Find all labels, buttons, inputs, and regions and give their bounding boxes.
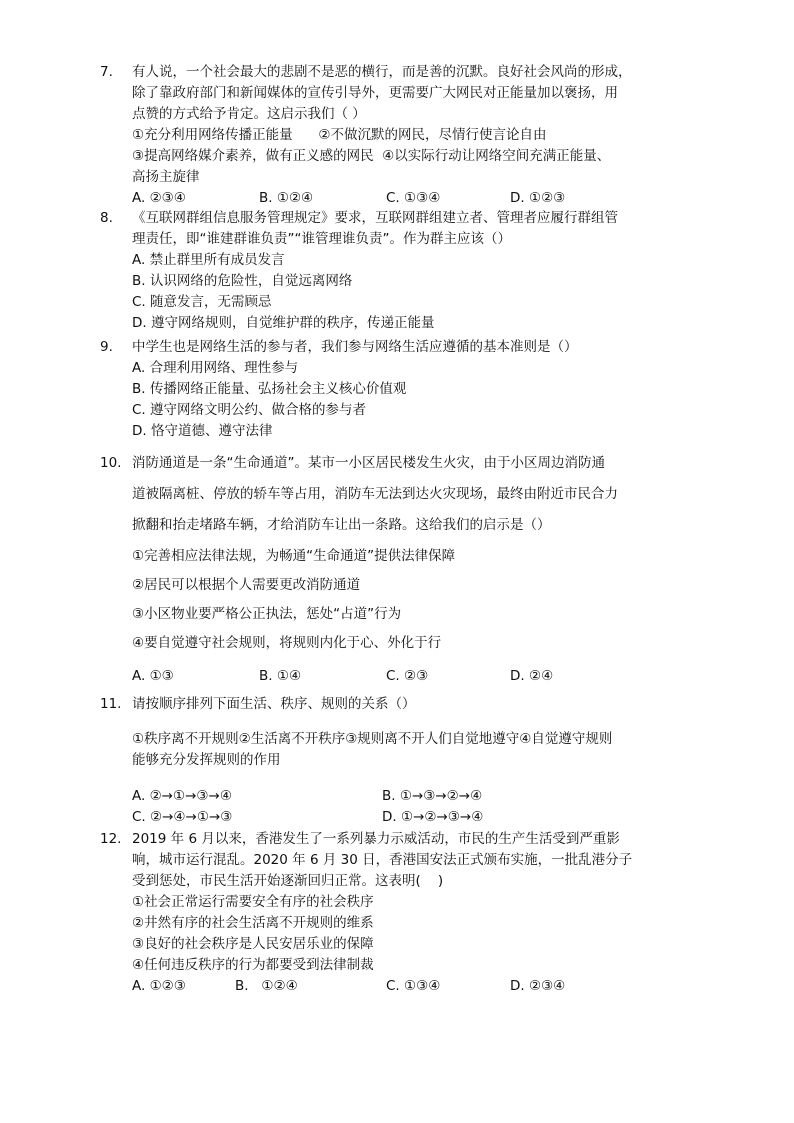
question-8: [100, 208, 692, 334]
question-stem-line: 有人说，一个社会最大的悲剧不是恶的横行，而是善的沉默。良好社会风尚的形成，: [132, 64, 632, 80]
statement-item: ③提高网络媒介素养，做有正义感的网民 ④以实际行动让网络空间充满正能量、: [132, 148, 611, 164]
option-a[interactable]: A. ①③: [132, 668, 174, 684]
statement-item: ③小区物业要严格公正执法，惩处“占道”行为: [132, 606, 402, 622]
question-stem-line: 理责任，即“谁建群谁负责”“谁管理谁负责”。作为群主应该（）: [132, 231, 511, 247]
option-d[interactable]: D. ①②③: [510, 190, 566, 206]
question-stem-line: 受到惩处，市民生活开始逐渐回归正常。这表明( ): [132, 873, 444, 889]
statement-item: ①社会正常运行需要安全有序的社会秩序: [132, 894, 374, 910]
statement-item: ①充分利用网络传播正能量 ②不做沉默的网民，尽情行使言论自由: [132, 127, 547, 143]
option-c[interactable]: C. ②③: [386, 668, 429, 684]
question-stem-line: 《互联网群组信息服务管理规定》要求，互联网群组建立者、管理者应履行群组管: [132, 210, 618, 226]
option-d[interactable]: D. 恪守道德、遵守法律: [132, 423, 273, 439]
option-c[interactable]: C. ②→④→①→③: [132, 809, 233, 825]
question-number: 8.: [100, 210, 113, 226]
statement-item: ④要自觉遵守社会规则，将规则内化于心、外化于行: [132, 635, 442, 651]
question-10: [100, 449, 692, 687]
answer-options: [132, 188, 692, 209]
statement-item: ④任何违反秩序的行为都要受到法律制裁: [132, 957, 374, 973]
option-c[interactable]: C. 遵守网络文明公约、做合格的参与者: [132, 402, 367, 418]
question-number: 11.: [100, 696, 122, 712]
question-stem-line: 2019 年 6 月以来，香港发生了一系列暴力示威活动，市民的生产生活受到严重影: [132, 831, 620, 847]
statement-item: 高扬主旋律: [132, 169, 200, 185]
question-number: 12.: [100, 831, 122, 847]
question-stem-line: 中学生也是网络生活的参与者，我们参与网络生活应遵循的基本准则是（）: [132, 339, 578, 355]
statement-item: ①完善相应法律法规，为畅通“生命通道”提供法律保障: [132, 548, 456, 564]
statement-item: 能够充分发挥规则的作用: [132, 752, 281, 768]
question-stem-line: 除了靠政府部门和新闻媒体的宣传引导外，更需要广大网民对正能量加以褒扬，用: [132, 85, 618, 101]
option-d[interactable]: D. 遵守网络规则，自觉维护群的秩序，传递正能量: [132, 315, 435, 331]
option-a[interactable]: A. ①②③: [132, 978, 186, 994]
option-d[interactable]: D. ①→②→③→④: [382, 809, 484, 825]
option-b[interactable]: B. ①→③→②→④: [382, 788, 483, 804]
question-11: [100, 694, 692, 828]
question-stem-line: 响，城市运行混乱。2020 年 6 月 30 日，香港国安法正式颁布实施，一批乱港分子: [132, 852, 633, 868]
option-c[interactable]: C. ①③④: [386, 978, 441, 994]
option-a[interactable]: A. ②→①→③→④: [132, 788, 232, 804]
answer-options: [132, 786, 692, 828]
option-b[interactable]: B. 传播网络正能量、弘扬社会主义核心价值观: [132, 381, 407, 397]
option-c[interactable]: C. 随意发言，无需顾忌: [132, 294, 272, 310]
option-b[interactable]: B. ①④: [259, 668, 302, 684]
option-c[interactable]: C. ①③④: [386, 190, 441, 206]
option-b[interactable]: B. ①②④: [235, 978, 298, 994]
option-a[interactable]: A. 合理利用网络、理性参与: [132, 360, 299, 376]
question-number: 9.: [100, 339, 113, 355]
question-number: 7.: [100, 64, 113, 80]
option-d[interactable]: D. ②③④: [510, 978, 566, 994]
question-stem-line: 点赞的方式给予肯定。这启示我们（ ）: [132, 106, 366, 122]
option-d[interactable]: D. ②④: [510, 668, 554, 684]
question-stem-line: 请按顺序排列下面生活、秩序、规则的关系（）: [132, 696, 416, 712]
question-7: [100, 62, 692, 209]
question-9: [100, 337, 692, 442]
option-a[interactable]: A. 禁止群里所有成员发言: [132, 252, 285, 268]
statement-item: ③良好的社会秩序是人民安居乐业的保障: [132, 936, 374, 952]
question-number: 10.: [100, 455, 122, 471]
option-b[interactable]: B. ①②④: [259, 190, 314, 206]
statement-item: ②居民可以根据个人需要更改消防通道: [132, 577, 361, 593]
option-b[interactable]: B. 认识网络的危险性，自觉远离网络: [132, 273, 353, 289]
answer-options: [132, 976, 692, 997]
question-stem-line: 掀翻和抬走堵路车辆，才给消防车让出一条路。这给我们的启示是（）: [132, 517, 551, 533]
answer-options: [132, 666, 692, 687]
question-stem-line: 道被隔离桩、停放的轿车等占用，消防车无法到达火灾现场，最终由附近市民合力: [132, 486, 618, 502]
question-12: [100, 829, 692, 997]
statement-item: ①秩序离不开规则②生活离不开秩序③规则离不开人们自觉地遵守④自觉遵守规则: [132, 731, 613, 747]
question-stem-line: 消防通道是一条“生命通道”。某市一小区居民楼发生火灾，由于小区周边消防通: [132, 455, 605, 471]
statement-item: ②井然有序的社会生活离不开规则的维系: [132, 915, 374, 931]
option-a[interactable]: A. ②③④: [132, 190, 186, 206]
